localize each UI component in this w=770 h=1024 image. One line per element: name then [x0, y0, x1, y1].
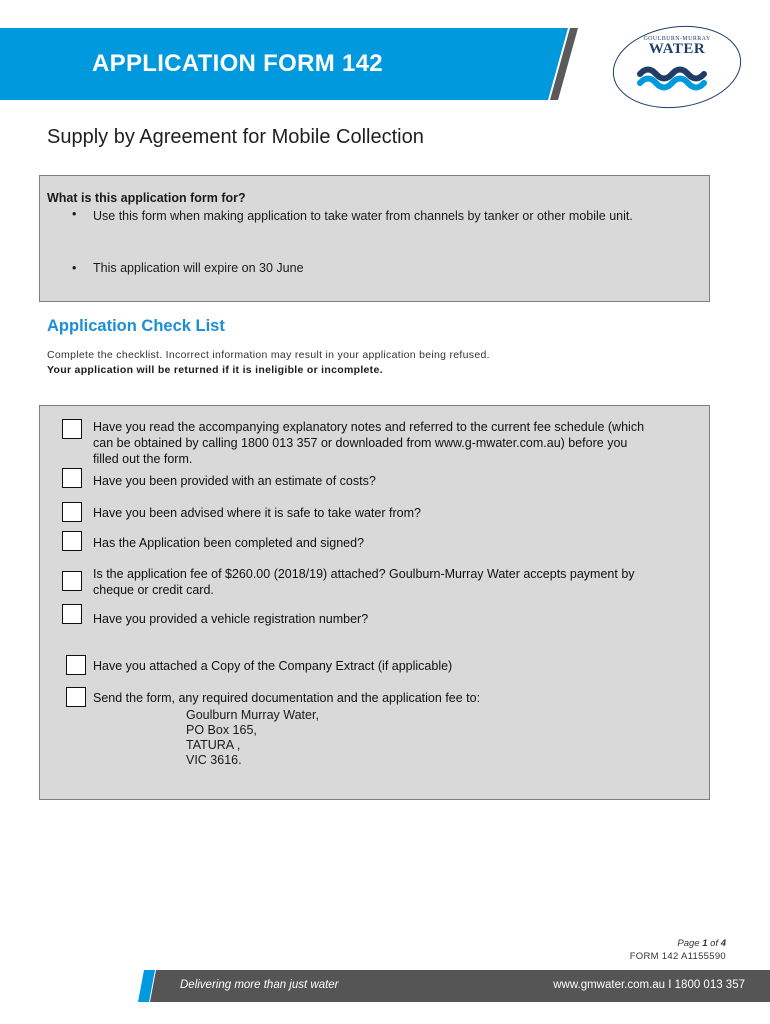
checklist-item: Have you read the accompanying explanatory notes and referred to the current fee schedule (which can be obtained by calling 1800 013 357 or downloaded from www.g-mwater.com.au) before you filled out the form. — [93, 420, 645, 466]
checklist-item: Is the application fee of $260.00 (2018/19) attached? Goulburn-Murray Water accepts payment by cheque or credit card. — [93, 567, 635, 597]
checklist-item: Have you been advised where it is safe to take water from? — [93, 506, 421, 520]
address-line: Goulburn Murray Water, — [186, 708, 319, 722]
page-total: 4 — [720, 938, 726, 949]
checklist-item: Have you provided a vehicle registration number? — [93, 612, 369, 626]
checklist-heading: Application Check List — [47, 317, 225, 335]
page-of: of — [710, 938, 719, 949]
bullet-icon: • — [72, 261, 77, 275]
form-reference: FORM 142 A1155590 — [629, 951, 726, 962]
checklist-checkbox[interactable] — [62, 468, 82, 488]
bullet-icon: • — [72, 207, 77, 221]
address-line: VIC 3616. — [186, 753, 242, 767]
page-label: Page — [677, 938, 700, 949]
form-title: APPLICATION FORM 142 — [92, 50, 383, 77]
purpose-question: What is this application form for? — [47, 191, 246, 205]
checklist-checkbox[interactable] — [62, 502, 82, 522]
footer-tagline: Delivering more than just water — [180, 979, 339, 991]
checklist-item: Has the Application been completed and signed? — [93, 536, 365, 550]
page-number — [600, 938, 726, 949]
page-current: 1 — [702, 938, 708, 949]
checklist-item: Have you attached a Copy of the Company Extract (if applicable) — [93, 659, 453, 673]
checklist-checkbox[interactable] — [62, 604, 82, 624]
checklist-checkbox[interactable] — [62, 531, 82, 551]
purpose-bullet: This application will expire on 30 June — [93, 261, 304, 275]
checklist-intro: Complete the checklist. Incorrect information may result in your application being refused. — [47, 349, 490, 361]
logo-org-name: WATER — [648, 41, 706, 57]
logo-org-top: GOULBURN-MURRAY — [643, 36, 711, 42]
checklist-warning: Your application will be returned if it is ineligible or incomplete. — [47, 364, 383, 376]
form-subtitle: Supply by Agreement for Mobile Collection — [47, 126, 424, 148]
checklist-checkbox[interactable] — [62, 419, 82, 439]
checklist-checkbox[interactable] — [66, 687, 86, 707]
footer-contact: www.gmwater.com.au I 1800 013 357 — [553, 979, 745, 991]
address-line: PO Box 165, — [186, 723, 257, 737]
checklist-checkbox[interactable] — [62, 571, 82, 591]
checklist-item: Have you been provided with an estimate of costs? — [93, 474, 376, 488]
address-line: TATURA , — [186, 738, 241, 752]
checklist-item: Send the form, any required documentation and the application fee to: — [93, 691, 481, 705]
purpose-bullet: Use this form when making application to take water from channels by tanker or other mobile unit. — [93, 209, 633, 223]
checklist-checkbox[interactable] — [66, 655, 86, 675]
